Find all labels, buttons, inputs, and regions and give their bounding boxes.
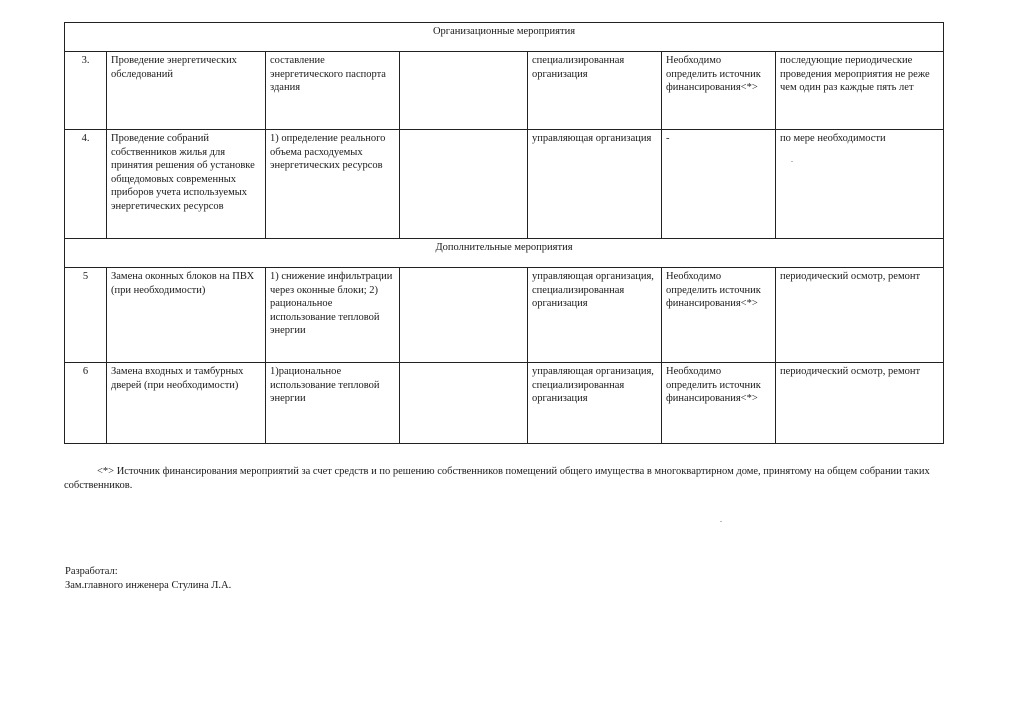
author-label: Разработал: bbox=[65, 566, 118, 577]
goal-cell: 1) определение реального объема расходуемых энергетических ресурсов bbox=[266, 130, 400, 239]
section-header-row bbox=[65, 239, 944, 268]
row-number: 3. bbox=[65, 52, 107, 130]
source-cell: Необходимо определить источник финансирования<*> bbox=[662, 363, 776, 444]
section-header-row bbox=[65, 23, 944, 52]
source-cell: Необходимо определить источник финансирования<*> bbox=[662, 52, 776, 130]
table-row bbox=[65, 363, 944, 444]
table-row bbox=[65, 52, 944, 130]
empty-cell bbox=[400, 130, 528, 239]
period-cell: последующие периодические проведения мероприятия не реже чем один раз каждые пять лет bbox=[776, 52, 944, 130]
source-cell: - bbox=[662, 130, 776, 239]
executor-cell: управляющая организация, специализированная организация bbox=[528, 363, 662, 444]
author-name: Зам.главного инженера Стулина Л.А. bbox=[65, 580, 232, 591]
empty-cell bbox=[400, 52, 528, 130]
measure-cell: Замена входных и тамбурных дверей (при необходимости) bbox=[107, 363, 266, 444]
goal-cell: составление энергетического паспорта здания bbox=[266, 52, 400, 130]
row-number: 5 bbox=[65, 268, 107, 363]
section-title-extra: Дополнительные мероприятия bbox=[65, 239, 944, 268]
measure-cell: Замена оконных блоков на ПВХ (при необходимости) bbox=[107, 268, 266, 363]
period-cell: периодический осмотр, ремонт bbox=[776, 268, 944, 363]
table-row bbox=[65, 130, 944, 239]
goal-cell: 1) снижение инфильтрации через оконные блоки; 2) рациональное использование тепловой энергии bbox=[266, 268, 400, 363]
period-cell: периодический осмотр, ремонт bbox=[776, 363, 944, 444]
footnote: <*> Источник финансирования мероприятий за счет средств и по решению собственников помещений общего имущества в многоквартирном доме, принятому на общем собрании таких собственников. bbox=[64, 466, 930, 491]
section-title-org: Организационные мероприятия bbox=[65, 23, 944, 52]
period-cell: по мере необходимости bbox=[776, 130, 944, 239]
empty-cell bbox=[400, 268, 528, 363]
executor-cell: управляющая организация bbox=[528, 130, 662, 239]
row-number: 6 bbox=[65, 363, 107, 444]
goal-cell: 1)рациональное использование тепловой энергии bbox=[266, 363, 400, 444]
measures-table bbox=[64, 22, 944, 444]
measure-cell: Проведение собраний собственников жилья для принятия решения об установке общедомовых современных приборов учета используемых энергетических ресурсов bbox=[107, 130, 266, 239]
table-row bbox=[65, 268, 944, 363]
empty-cell bbox=[400, 363, 528, 444]
executor-cell: специализированная организация bbox=[528, 52, 662, 130]
row-number: 4. bbox=[65, 130, 107, 239]
measure-cell: Проведение энергетических обследований bbox=[107, 52, 266, 130]
source-cell: Необходимо определить источник финансирования<*> bbox=[662, 268, 776, 363]
scan-speck bbox=[720, 521, 722, 522]
executor-cell: управляющая организация, специализированная организация bbox=[528, 268, 662, 363]
scan-speck bbox=[791, 161, 793, 162]
